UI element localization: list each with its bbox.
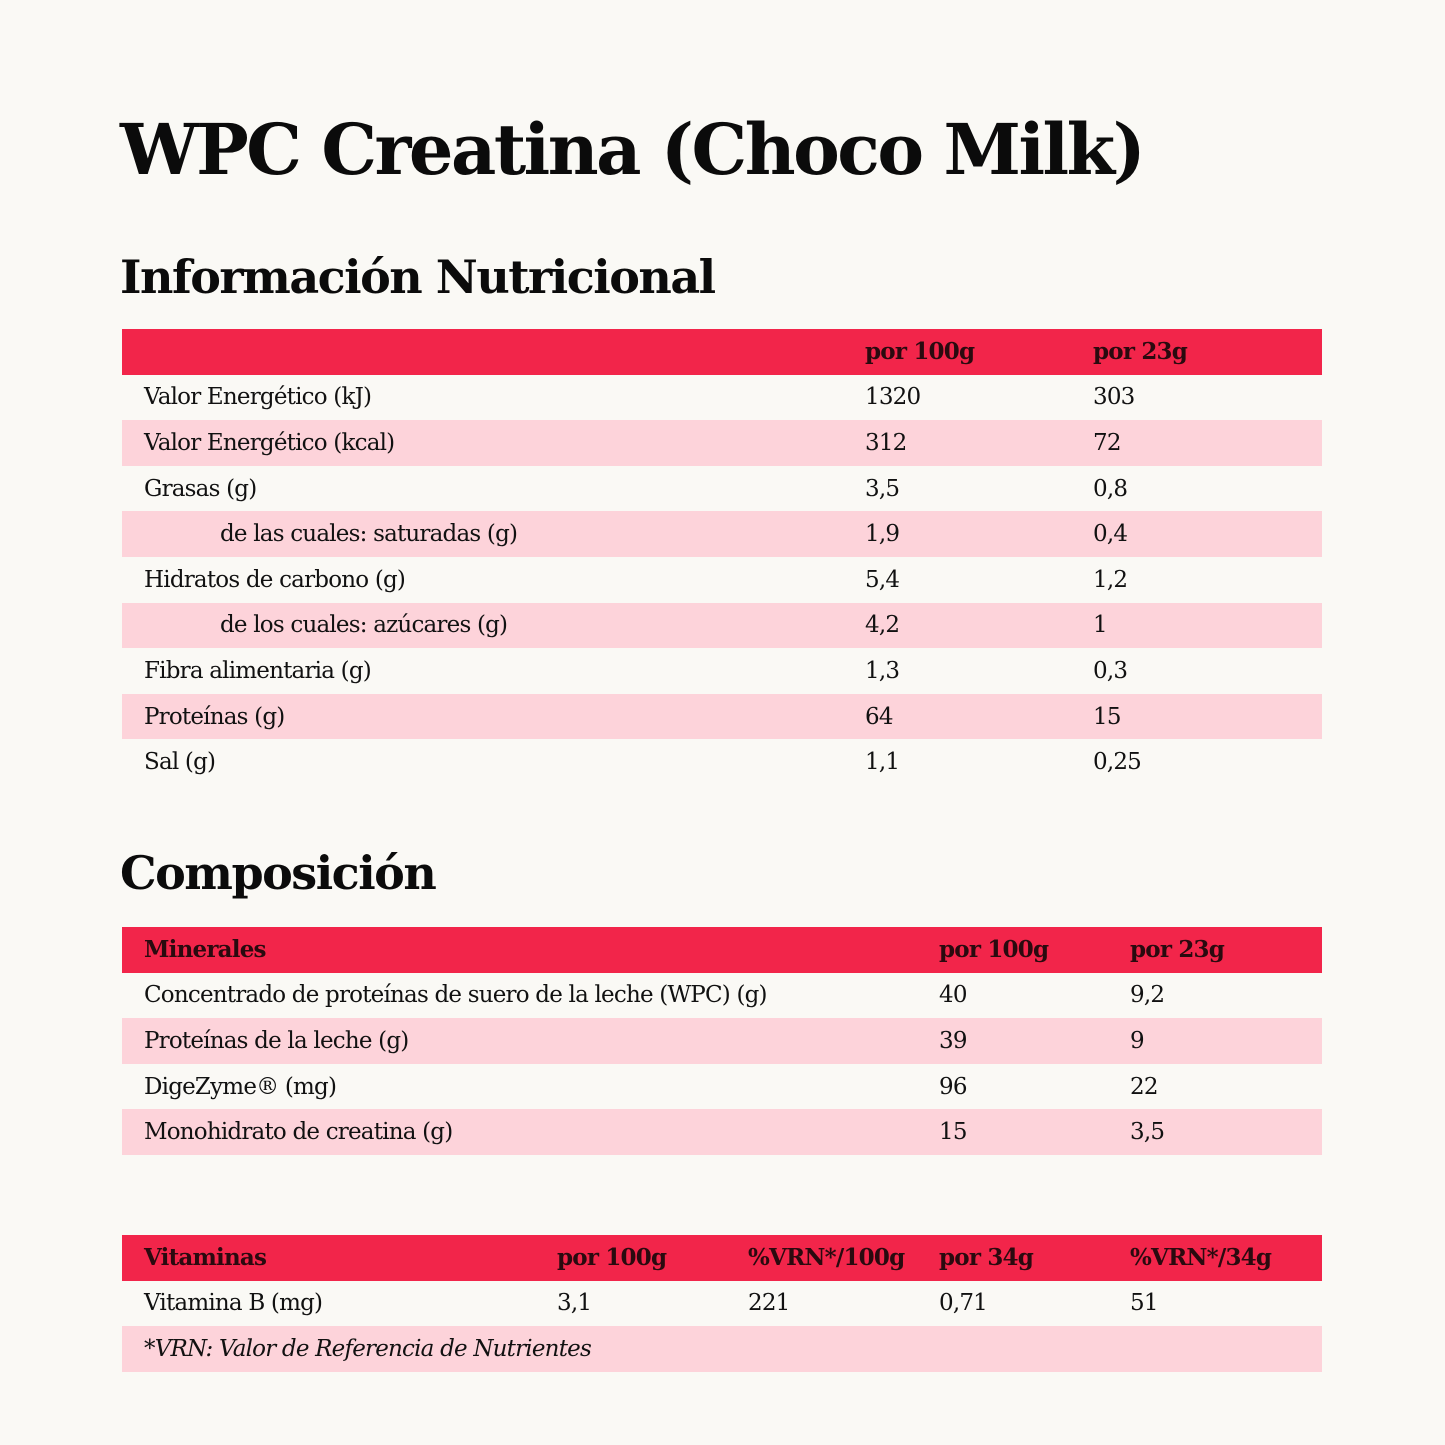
row-label: Monohidrato de creatina (g) [144, 1119, 453, 1146]
table-row [122, 973, 1322, 1019]
row-label: de las cuales: saturadas (g) [220, 521, 518, 548]
column-header: por 34g [939, 1244, 1034, 1272]
value-per-23g: 0,25 [1093, 749, 1142, 776]
value-vrn-34g: 51 [1130, 1290, 1158, 1317]
value-per-100g: 1,3 [865, 657, 900, 684]
minerals-table [122, 927, 1322, 1155]
value-per-100g: 96 [939, 1073, 967, 1100]
column-header: por 100g [557, 1244, 667, 1272]
vitamins-table [122, 1235, 1322, 1372]
nutrition-table [122, 329, 1322, 785]
row-label: Proteínas de la leche (g) [144, 1027, 409, 1054]
table-row [122, 739, 1322, 785]
column-header: por 100g [939, 936, 1049, 964]
table-row [122, 1018, 1322, 1064]
table-header-row [122, 927, 1322, 973]
column-header: %VRN*/34g [1130, 1244, 1272, 1272]
table-header-row [122, 1235, 1322, 1281]
value-per-23g: 9 [1130, 1027, 1144, 1054]
table-row [122, 1064, 1322, 1110]
footnote-row [122, 1326, 1322, 1372]
row-label: Grasas (g) [144, 475, 257, 502]
column-header: Minerales [144, 936, 266, 964]
row-label: Valor Energético (kcal) [144, 429, 395, 456]
value-per-23g: 9,2 [1130, 982, 1165, 1009]
value-per-100g: 5,4 [865, 566, 900, 593]
table-row [122, 694, 1322, 740]
value-per-100g: 15 [939, 1119, 967, 1146]
column-header: Vitaminas [144, 1244, 267, 1272]
column-header: por 23g [1093, 338, 1188, 366]
value-per-100g: 64 [865, 703, 893, 730]
table-row [122, 648, 1322, 694]
value-per-100g: 3,5 [865, 475, 900, 502]
column-header: por 23g [1130, 936, 1225, 964]
value-per-100g: 4,2 [865, 612, 900, 639]
value-per-23g: 1 [1093, 612, 1107, 639]
value-per-23g: 15 [1093, 703, 1121, 730]
value-per-23g: 3,5 [1130, 1119, 1165, 1146]
value-per-100g: 40 [939, 982, 967, 1009]
value-per-23g: 1,2 [1093, 566, 1128, 593]
row-label: Proteínas (g) [144, 703, 285, 730]
table-row [122, 1109, 1322, 1155]
table-row [122, 557, 1322, 603]
row-label: Valor Energético (kJ) [144, 384, 372, 411]
composition-heading: Composición [120, 846, 436, 900]
value-per-34g: 0,71 [939, 1290, 988, 1317]
row-label: Vitamina B (mg) [144, 1290, 323, 1317]
value-per-100g: 39 [939, 1027, 967, 1054]
row-label: Hidratos de carbono (g) [144, 566, 406, 593]
footnote: *VRN: Valor de Referencia de Nutrientes [144, 1335, 591, 1362]
column-header: %VRN*/100g [748, 1244, 905, 1272]
value-per-100g: 1,1 [865, 749, 900, 776]
table-row [122, 1281, 1322, 1327]
row-label: Sal (g) [144, 749, 216, 776]
table-row [122, 375, 1322, 421]
value-per-100g: 3,1 [557, 1290, 592, 1317]
row-label: Concentrado de proteínas de suero de la leche (WPC) (g) [144, 982, 767, 1009]
row-label: Fibra alimentaria (g) [144, 657, 371, 684]
row-label: de los cuales: azúcares (g) [220, 612, 508, 639]
value-per-100g: 1,9 [865, 521, 900, 548]
value-per-100g: 312 [865, 429, 907, 456]
table-row [122, 603, 1322, 649]
value-vrn-100g: 221 [748, 1290, 790, 1317]
table-header-row [122, 329, 1322, 375]
row-label: DigeZyme® (mg) [144, 1073, 337, 1100]
table-row [122, 511, 1322, 557]
value-per-100g: 1320 [865, 384, 921, 411]
column-header: por 100g [865, 338, 975, 366]
table-row [122, 420, 1322, 466]
value-per-23g: 303 [1093, 384, 1135, 411]
value-per-23g: 0,3 [1093, 657, 1128, 684]
value-per-23g: 0,4 [1093, 521, 1128, 548]
nutrition-heading: Información Nutricional [120, 250, 715, 304]
value-per-23g: 0,8 [1093, 475, 1128, 502]
value-per-23g: 72 [1093, 429, 1121, 456]
value-per-23g: 22 [1130, 1073, 1158, 1100]
table-row [122, 466, 1322, 512]
page-title: WPC Creatina (Choco Milk) [120, 108, 1144, 191]
column-header [122, 329, 865, 375]
